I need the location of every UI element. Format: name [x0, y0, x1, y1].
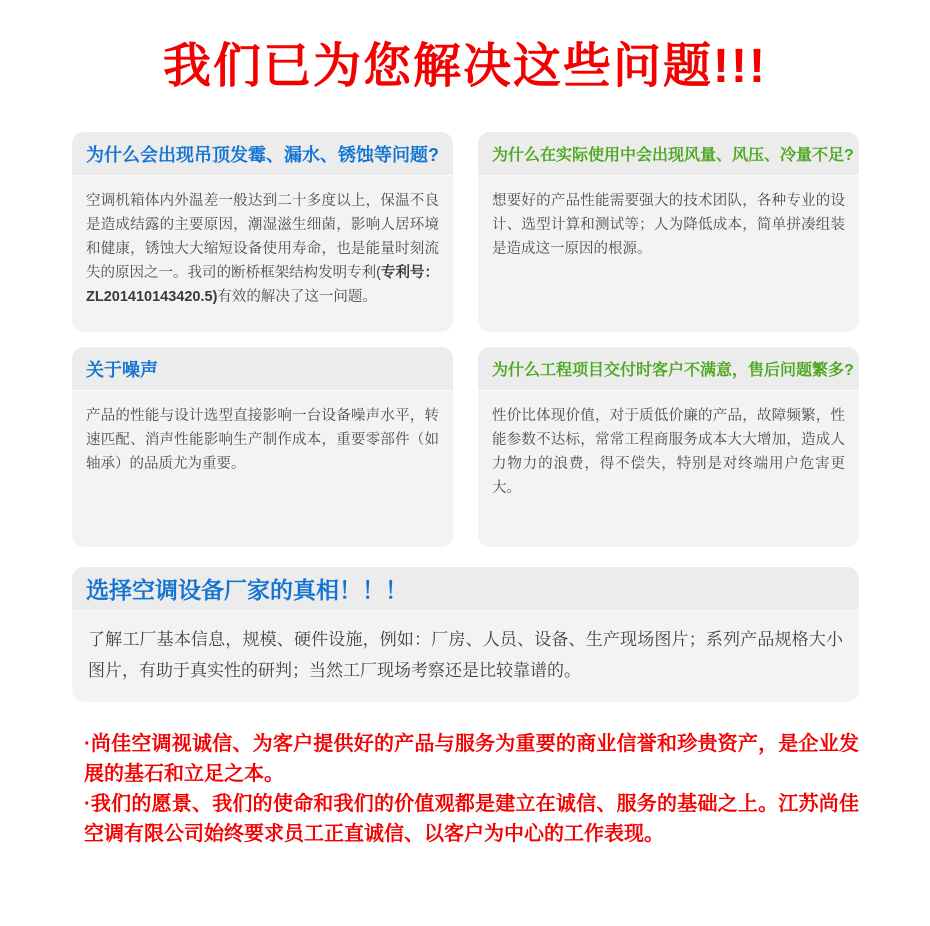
card-header [478, 132, 859, 176]
card-body-text: 了解工厂基本信息，规模、硬件设施，例如：厂房、人员、设备、生产现场图片；系列产品规格大小图片，有助于真实性的研判；当然工厂现场考察还是比较靠谱的。 [88, 630, 843, 680]
card-body [72, 611, 859, 702]
card-after-sales-problems [478, 347, 859, 547]
card-body [478, 391, 859, 547]
note-line-2: ·我们的愿景、我们的使命和我们的价值观都是建立在诚信、服务的基础之上。江苏尚佳空调有限公司始终要求员工正直诚信、以客户为中心的工作表现。 [84, 793, 859, 845]
card-header [478, 347, 859, 391]
card-body-text: 想要好的产品性能需要强大的技术团队，各种专业的设计、选型计算和测试等；人为降低成本，简单拼凑组装是造成这一原因的根源。 [492, 193, 845, 257]
patent-number: 专利号：ZL201410143420.5) [86, 265, 440, 305]
card-body-text: 性价比体现价值，对于质低价廉的产品，故障频繁，性能参数不达标，常常工程商服务成本大大增加，造成人力物力的浪费，得不偿失，特别是对终端用户危害更大。 [492, 408, 845, 496]
card-condensation-issues [72, 132, 453, 332]
body-segment: 空调机箱体内外温差一般达到二十多度以上，保温不良是造成结露的主要原因，潮湿滋生细菌，影响人居环境和健康，锈蚀大大缩短设备使用寿命，也是能量时刻流失的原因之一。我司的断桥框架结构发明专利( [86, 193, 439, 281]
card-heading: 为什么工程项目交付时客户不满意，售后问题繁多? [492, 362, 854, 379]
problem-cards-grid [72, 132, 859, 547]
content-area [72, 132, 859, 849]
integrity-notes [84, 729, 859, 849]
card-body-text [86, 189, 439, 309]
page-title: 我们已为您解决这些问题!!! [163, 40, 767, 93]
page [0, 30, 930, 926]
card-factory-truth [72, 567, 859, 702]
body-segment: 有效的解决了这一问题。 [217, 289, 377, 305]
card-body [72, 176, 453, 332]
card-body [72, 391, 453, 547]
note-line-1: ·尚佳空调视诚信、为客户提供好的产品与服务为重要的商业信誉和珍贵资产，是企业发展的基石和立足之本。 [84, 733, 859, 785]
card-heading: 关于噪声 [86, 359, 158, 380]
card-header [72, 567, 859, 611]
card-heading: 为什么会出现吊顶发霉、漏水、锈蚀等问题? [86, 144, 439, 165]
card-heading: 选择空调设备厂家的真相！！！ [86, 577, 408, 603]
card-noise [72, 347, 453, 547]
card-airflow-shortage [478, 132, 859, 332]
card-header [72, 132, 453, 176]
card-header [72, 347, 453, 391]
card-body [478, 176, 859, 332]
card-body-text: 产品的性能与设计选型直接影响一台设备噪声水平，转速匹配、消声性能影响生产制作成本，重要零部件（如轴承）的品质尤为重要。 [86, 408, 439, 472]
card-heading: 为什么在实际使用中会出现风量、风压、冷量不足? [492, 147, 854, 164]
